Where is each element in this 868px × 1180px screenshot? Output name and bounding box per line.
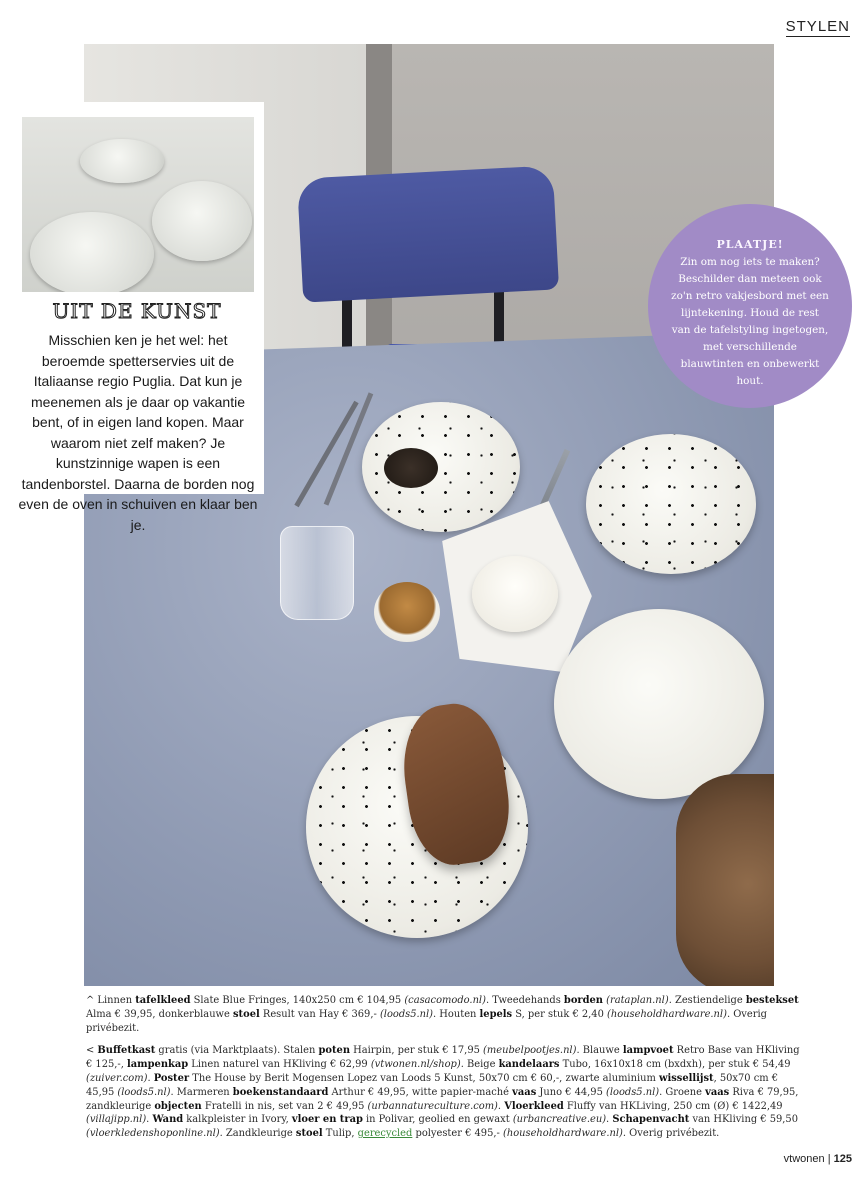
drawn-plate (554, 609, 764, 799)
caption-2: < Buffetkast gratis (via Marktplaats). Stalen poten Hairpin, per stuk € 17,95 (meubelpootjes.nl). Blauwe lampvoet Retro Base van HKliving € 125,-, lampenkap Linen naturel van HKliving € 62,99 (vtwonen.nl/shop). Beige kandelaars Tubo, 16x10x18 cm (bxdxh), per stuk € 54,49 (zuiver.com). Poster The House by Berit Mogensen Lopez van Loods 5 Kunst, 50x70 cm € 60,-, zwarte aluminium wissellijst, 50x70 cm € 45,95 (loods5.nl). Marmeren boekenstandaard Arthur € 49,95, witte papier-maché vaas Juno € 44,95 (loods5.nl). Groene vaas Riva € 79,95, zandkleurige objecten Fratelli in nis, set van 2 € 49,95 (urbannatureculture.com). Vloerkleed Fluffy van HKLiving, 250 cm (Ø) € 1422,49 (villajipp.nl). Wand kalkpleister in Ivory, vloer en trap in Polivar, geolied en gewaxt (urbancreative.eu). Schapenvacht van HKliving € 59,50 (vloerkledenshoponline.nl). Zandkleurige stoel Tulip, gerecycled polyester € 495,- (householdhardware.nl). Overig privébezit. (86, 1045, 800, 1140)
plate (152, 181, 252, 261)
section-tag: STYLEN (785, 18, 850, 35)
plate-stack (80, 139, 164, 183)
inset-title: UIT DE KUNST (52, 299, 222, 323)
speckled-plate (586, 434, 756, 574)
walnut-bowl (676, 774, 774, 986)
water-glass (280, 526, 354, 620)
inset-text: Misschien ken je het wel: het beroemde spetterservies uit de Italiaanse regio Puglia. Dat kun je meenemen als je daar op vakantie bent, of in eigen land kopen. Maar waarom niet zelf maken? Je kunstzinnige wapen is een tandenborstel. Daarna de borden nog even de oven in schuiven en klaar ben je. (18, 332, 258, 533)
honey-bowl (374, 582, 440, 642)
page-number: 125 (833, 1153, 852, 1165)
chair-back (297, 165, 559, 302)
footer-separator: | (827, 1153, 831, 1165)
camembert-cheese (472, 556, 558, 632)
caption-1: ^ Linnen tafelkleed Slate Blue Fringes, 140x250 cm € 104,95 (casacomodo.nl). Tweedehands borden (rataplan.nl). Zestiendelige bestekset Alma € 39,95, donkerblauwe stoel Result van Hay € 369,- (loods5.nl). Houten lepels S, per stuk € 2,40 (householdhardware.nl). Overig privébezit. (86, 995, 799, 1034)
captions (86, 994, 802, 1150)
page-footer (784, 1153, 852, 1165)
pepper-bowl (384, 448, 438, 488)
inset-box (10, 102, 264, 533)
tip-text: Zin om nog iets te maken? Beschilder dan meteen ook zo'n retro vakjesbord met een lijntekening. Houd de rest van de tafelstyling ingetogen, met verschillende blauwtinten en onbewerkt hout. (671, 256, 829, 387)
tip-title: PLAATJE! (716, 238, 784, 251)
magazine-brand: vtwonen (783, 1153, 825, 1165)
tip-bubble (648, 204, 852, 408)
plate (30, 212, 154, 292)
inset-photo (22, 117, 254, 292)
